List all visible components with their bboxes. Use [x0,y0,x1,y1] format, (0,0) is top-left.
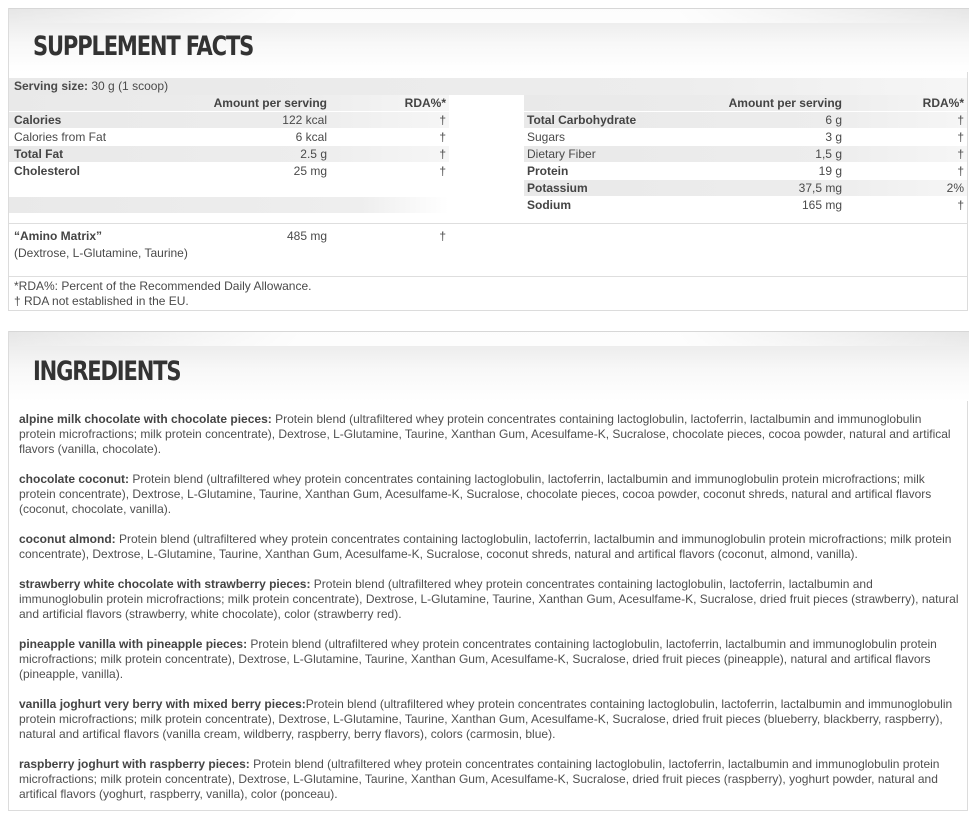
nutrient-rda: † [439,113,446,127]
nutrient-rda: † [439,130,446,144]
serving-size-label: Serving size: [14,79,89,93]
nutrient-name: Total Carbohydrate [527,113,637,127]
ingredient-item [19,532,959,562]
nutrient-name: Protein [527,164,569,178]
left-col-amount-header: Amount per serving [213,96,327,110]
flavor-name: vanilla joghurt very berry with mixed berry pieces: [19,697,306,711]
ingredients-title: INGREDIENTS [33,356,181,387]
flavor-name: alpine milk chocolate with chocolate pieces: [19,412,272,426]
nutrient-amount: 122 kcal [282,113,327,127]
nutrient-name: Cholesterol [14,164,81,178]
flavor-name: strawberry white chocolate with strawberry pieces: [19,577,311,591]
ingredient-item [19,757,959,802]
nutrient-amount: 1,5 g [815,147,842,161]
supplement-facts-title: SUPPLEMENT FACTS [33,31,254,62]
nutrient-amount: 2.5 g [300,147,327,161]
ingredient-item [19,697,959,742]
flavor-name: raspberry joghurt with raspberry pieces: [19,757,250,771]
ingredient-item [19,577,959,622]
nutrient-amount: 6 kcal [295,130,327,144]
nutrient-amount: 165 mg [801,198,842,212]
right-col-amount-header: Amount per serving [728,96,842,110]
nutrient-amount: 25 mg [293,164,327,178]
ingredients-header [9,331,969,401]
rda-not-established-footnote: † RDA not established in the EU. [14,294,189,308]
nutrient-rda: 2% [946,181,964,195]
nutrient-name: Dietary Fiber [527,147,596,161]
ingredient-item [19,412,959,457]
right-col-rda-header: RDA%* [922,96,964,110]
nutrient-name: Potassium [527,181,588,195]
left-col-rda-header: RDA%* [404,96,446,110]
flavor-name: coconut almond: [19,532,116,546]
nutrient-rda: † [439,164,446,178]
ingredient-text: Protein blend (ultrafiltered whey protein concentrates containing lactoglobulin, lactoferrin, lactalbumin and immunoglobulin protein microfractions; milk protein concentrate), Dextrose, L-Glutamine, Taurine, Xanthan Gum, Acesulfame-K, Sucralose, coconut shreds, natural and artifical flavors (coconut, almond, vanilla). [19,532,952,561]
nutrient-name: Calories [14,113,62,127]
nutrient-rda: † [957,130,964,144]
nutrient-amount: 37,5 mg [798,181,842,195]
nutrient-rda: † [957,164,964,178]
amino-matrix-ingredients: (Dextrose, L-Glutamine, Taurine) [14,246,188,260]
amino-matrix-amount: 485 mg [286,229,327,243]
nutrient-rda: † [957,113,964,127]
ingredient-text: Protein blend (ultrafiltered whey protein concentrates containing lactoglobulin, lactoferrin, lactalbumin and immunoglobulin protein microfractions; milk protein concentrate), Dextrose, L-Glutamine, Taurine, Xanthan Gum, Acesulfame-K, Sucralose, chocolate pieces, cocoa powder, coconut shreds, natural and artifical flavors (coconut, chocolate, vanilla). [19,472,932,516]
ingredient-text: Protein blend (ultrafiltered whey protein concentrates containing lactoglobulin, lactoferrin, lactalbumin and immunoglobulin protein microfractions; milk protein concentrate), Dextrose, L-Glutamine, Taurine, Xanthan Gum, Acesulfame-K, Sucralose, dried fruit pieces (blueberry, blackberry, raspberry), natural and artifical flavors (vanilla cream, wildberry, raspberry, berry flavors), colors (carmosin, blue). [19,697,953,741]
ingredients-panel [8,331,968,811]
ingredient-text: Protein blend (ultrafiltered whey protein concentrates containing lactoglobulin, lactoferrin, lactalbumin and immunoglobulin protein microfractions; milk protein concentrate), Dextrose, L-Glutamine, Taurine, Xanthan Gum, Acesulfame-K, Sucralose, dried fruit pieces (raspberry), yoghurt powder, natural and artifical flavors (yoghurt, raspberry, vanilla), color (ponceau). [19,757,940,801]
nutrient-name: Sodium [527,198,571,212]
nutrient-amount: 3 g [825,130,842,144]
flavor-name: pineapple vanilla with pineapple pieces: [19,637,248,651]
ingredient-text: Protein blend (ultrafiltered whey protein concentrates containing lactoglobulin, lactoferrin, lactalbumin and immunoglobulin protein microfractions; milk protein concentrate), Dextrose, L-Glutamine, Taurine, Xanthan Gum, Acesulfame-K, Sucralose, dried fruit pieces (pineapple), natural and artifical flavors (pineapple, vanilla). [19,637,937,681]
ingredient-text: Protein blend (ultrafiltered whey protein concentrates containing lactoglobulin, lactoferrin, lactalbumin and immunoglobulin protein microfractions; milk protein concentrate), Dextrose, L-Glutamine, Taurine, Xanthan Gum, Acesulfame-K, Sucralose, dried fruit pieces (strawberry), natural and artificial flavors (strawberry, white chocolate), color (strawberry red). [19,577,959,621]
serving-size-value: 30 g (1 scoop) [91,79,169,93]
ingredient-item [19,472,959,517]
rda-footnote: *RDA%: Percent of the Recommended Daily Allowance. [14,279,312,293]
supplement-facts-header [9,8,969,72]
nutrient-rda: † [957,198,964,212]
nutrient-amount: 6 g [825,113,842,127]
ingredient-item [19,637,959,682]
nutrient-rda: † [957,147,964,161]
nutrient-name: Calories from Fat [14,130,107,144]
nutrient-rda: † [439,147,446,161]
amino-matrix-name: “Amino Matrix” [14,229,103,243]
serving-size [14,79,168,93]
nutrient-amount: 19 g [818,164,842,178]
ingredient-text: Protein blend (ultrafiltered whey protein concentrates containing lactoglobulin, lactoferrin, lactalbumin and immunoglobulin protein microfractions; milk protein concentrate), Dextrose, L-Glutamine, Taurine, Xanthan Gum, Acesulfame-K, Sucralose, chocolate pieces, cocoa powder, natural and artifical flavors (vanilla, chocolate). [19,412,951,456]
nutrient-name: Total Fat [14,147,64,161]
amino-matrix-rda: † [439,229,446,243]
flavor-name: chocolate coconut: [19,472,130,486]
supplement-facts-panel [8,8,968,311]
nutrient-name: Sugars [527,130,566,144]
